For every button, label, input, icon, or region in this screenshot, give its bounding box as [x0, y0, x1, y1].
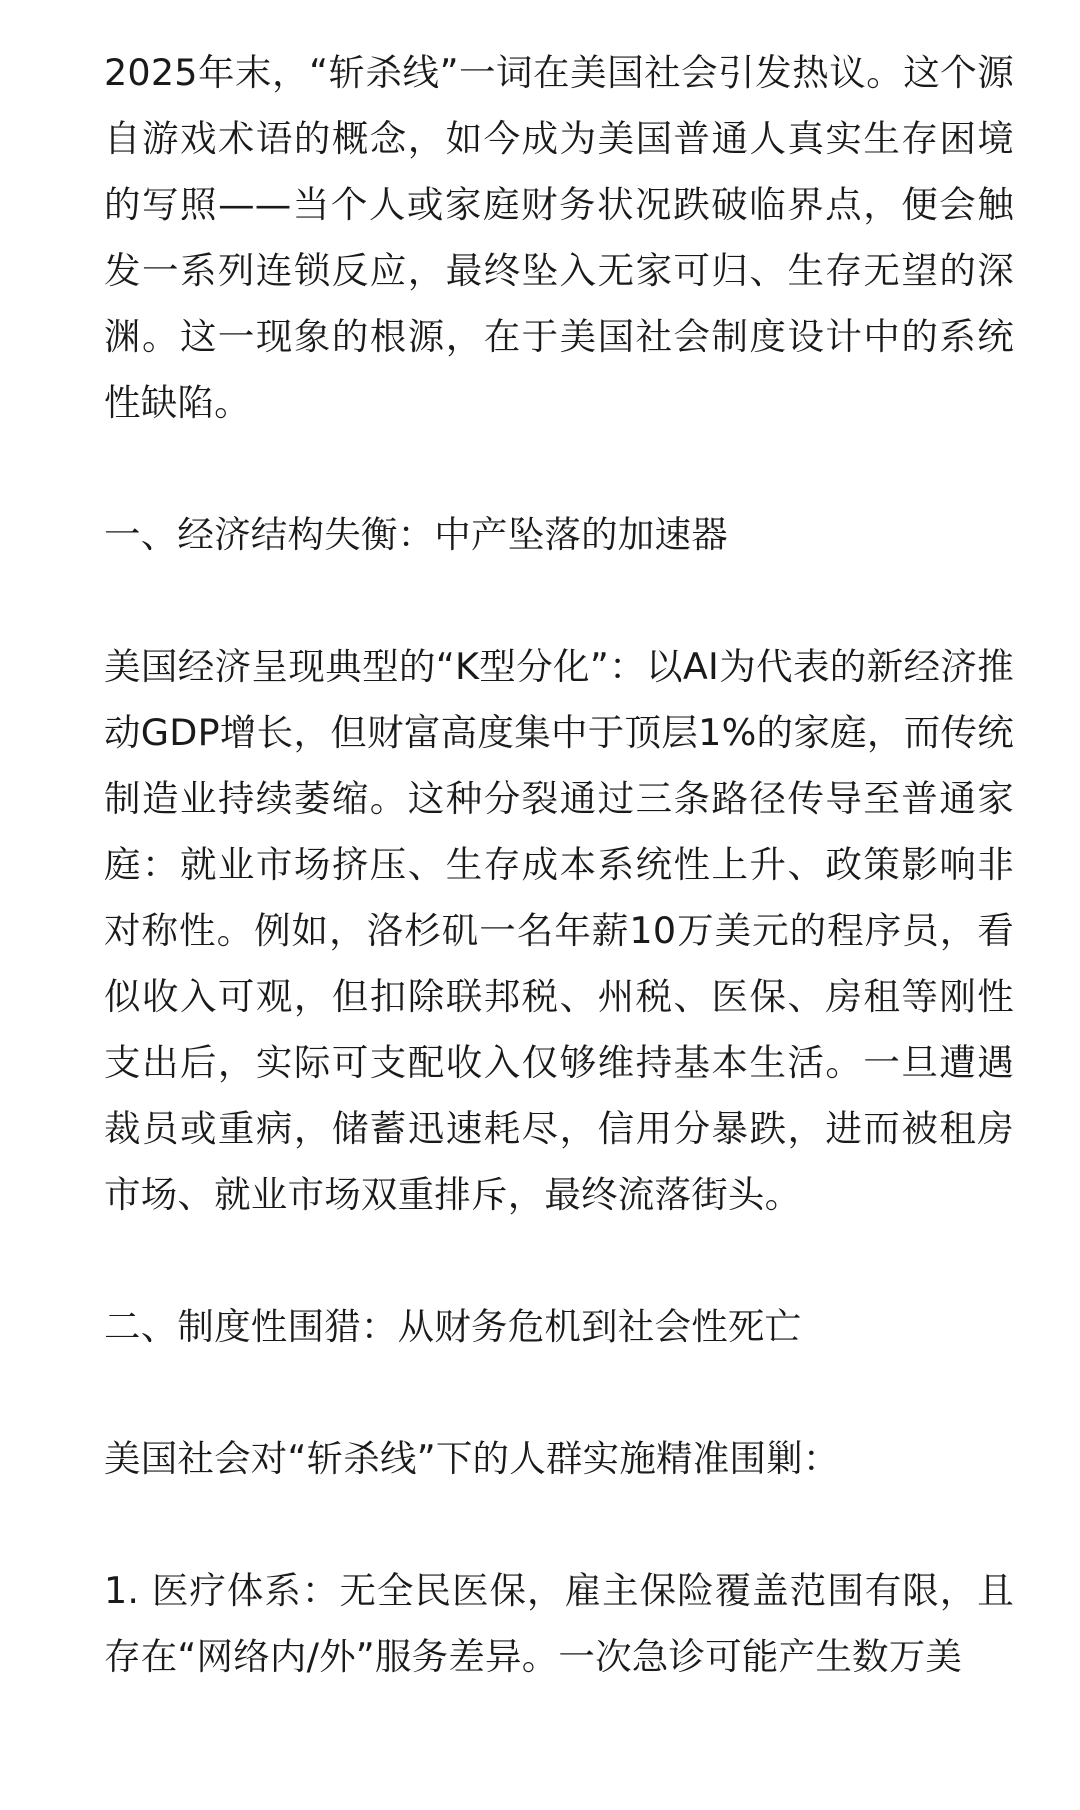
intro-paragraph: 2025年末，“斩杀线”一词在美国社会引发热议。这个源自游戏术语的概念，如今成为美国普通人真实生存困境的写照——当个人或家庭财务状况跌破临界点，便会触发一系列连锁反应，最终坠入无家可归、生存无望的深渊。这一现象的根源，在于美国社会制度设计中的系统性缺陷。	[104, 51, 1014, 424]
paragraph-spacer	[104, 436, 1014, 502]
list-item-medical: 1. 医疗体系：无全民医保，雇主保险覆盖范围有限，且存在“网络内/外”服务差异。一次急诊可能产生数万美	[104, 1569, 1014, 1678]
article-body	[104, 40, 1014, 1690]
paragraph-spacer	[104, 568, 1014, 634]
paragraph-spacer	[104, 1492, 1014, 1558]
paragraph-spacer	[104, 1360, 1014, 1426]
section-2-heading: 二、制度性围猎：从财务危机到社会性死亡	[104, 1305, 802, 1348]
section-1-heading: 一、经济结构失衡：中产坠落的加速器	[104, 513, 728, 556]
section-1-paragraph: 美国经济呈现典型的“K型分化”：以AI为代表的新经济推动GDP增长，但财富高度集中于顶层1%的家庭，而传统制造业持续萎缩。这种分裂通过三条路径传导至普通家庭：就业市场挤压、生存成本系统性上升、政策影响非对称性。例如，洛杉矶一名年薪10万美元的程序员，看似收入可观，但扣除联邦税、州税、医保、房租等刚性支出后，实际可支配收入仅够维持基本生活。一旦遭遇裁员或重病，储蓄迅速耗尽，信用分暴跌，进而被租房市场、就业市场双重排斥，最终流落街头。	[104, 645, 1014, 1216]
section-2-intro: 美国社会对“斩杀线”下的人群实施精准围剿：	[104, 1437, 840, 1480]
paragraph-spacer	[104, 1228, 1014, 1294]
